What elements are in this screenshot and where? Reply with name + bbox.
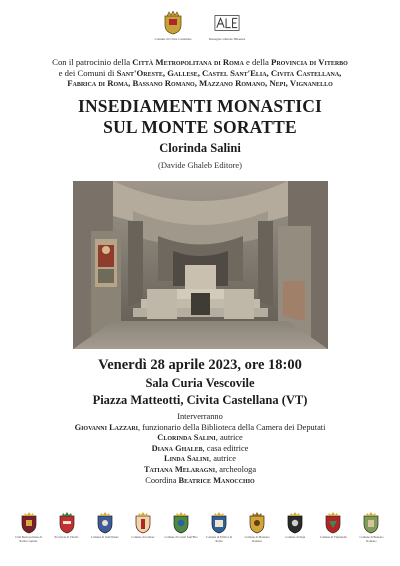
halaesus-logo-icon: [214, 10, 240, 36]
speaker-line: [0, 444, 400, 455]
title-line1: INSEDIAMENTI MONASTICI: [77, 96, 323, 116]
crest-icon: [56, 512, 78, 534]
patron-towns-line1: Sant'Oreste, Gallese, Castel Sant'Elia, Civita Castellana,: [116, 67, 342, 78]
logo-caption: Rassegna culturale Halaesus: [208, 37, 246, 41]
logo-caption: Comune di Fabrica di Roma: [206, 535, 233, 543]
patron-province: Provincia di Viterbo: [271, 57, 348, 67]
speaker-line: [0, 454, 400, 465]
patron-logo: [12, 512, 45, 543]
speaker-role: , casa editrice: [202, 443, 249, 453]
patron-towns-line2: Fabrica di Roma, Bassano Romano, Mazzano Romano, Nepi, Vignanello: [67, 78, 333, 89]
crest-icon: [132, 512, 154, 534]
halaesus-logo: [207, 10, 247, 42]
top-logos: [0, 10, 400, 42]
title-line2: SUL MONTE SORATTE: [103, 117, 297, 137]
patron-logo: [88, 512, 121, 543]
speaker-role: , archeologa: [215, 464, 257, 474]
logo-caption: Comune di Civita Castellana: [154, 37, 192, 41]
author-name: Clorinda Salini: [159, 141, 241, 155]
patron-logo: [126, 512, 159, 543]
event-place: Piazza Matteotti, Civita Castellana (VT): [92, 393, 308, 407]
speaker-role: , autrice: [215, 433, 243, 443]
logo-caption: Comune di Vignanello: [319, 535, 347, 539]
event-date: Venerdì 28 aprile 2023, ore 18:00: [98, 357, 302, 373]
patron-logo: [164, 512, 197, 543]
patron-logo: [50, 512, 83, 543]
patron-logo: [241, 512, 274, 543]
crest-icon: [208, 512, 230, 534]
speakers-intro: Interverranno: [177, 412, 223, 421]
patron-logo: [317, 512, 350, 543]
patron-logo: [279, 512, 312, 543]
monastery-interior-photo: [73, 181, 328, 349]
crest-icon: [94, 512, 116, 534]
coordinator-line: [0, 476, 400, 487]
speaker-name: Linda Salini: [164, 454, 210, 464]
patronage-intro: Con il patrocinio della: [52, 57, 131, 67]
crest-icon: [246, 512, 268, 534]
patron-city: Città Metropolitana di Roma: [132, 57, 244, 67]
logo-caption: Comune di Nepi: [285, 535, 306, 539]
speaker-name: Tatiana Melaragni: [143, 464, 216, 474]
speaker-name: Clorinda Salini: [157, 433, 216, 443]
crest-icon: [322, 512, 344, 534]
speaker-line: [0, 433, 400, 444]
logo-caption: Comune di Sant'Oreste: [90, 535, 119, 539]
speaker-name: Giovanni Lazzari: [74, 422, 138, 432]
patronage-towns-intro: e dei Comuni di: [58, 67, 115, 78]
crest-icon: [170, 512, 192, 534]
logo-caption: Comune di Bassano Romano: [359, 535, 384, 543]
speaker-role: , autrice: [209, 454, 236, 464]
publisher-name: (Davide Ghaleb Editore): [157, 160, 243, 170]
crest-icon: [18, 512, 40, 534]
bottom-logos: [12, 512, 388, 543]
patronage-text: [10, 57, 390, 89]
patron-logo: [203, 512, 236, 543]
speaker-line: [0, 423, 400, 434]
coordinator-name: Beatrice Manocchio: [178, 475, 255, 485]
crest-icon: [160, 10, 186, 36]
logo-caption: Provincia di Viterbo: [54, 535, 79, 539]
logo-caption: Comune di Mazzano Romano: [244, 535, 270, 543]
speaker-role: , funzionario della Biblioteca della Camera dei Deputati: [138, 422, 326, 432]
coordinator-label: Coordina: [145, 475, 179, 485]
logo-caption: Comune di Gallese: [131, 535, 155, 539]
speakers-block: [0, 412, 400, 486]
crest-icon: [360, 512, 382, 534]
patronage-conj: e della: [243, 57, 272, 67]
civita-castellana-logo: [153, 10, 193, 42]
speaker-name: Diana Ghaleb: [151, 443, 203, 453]
speaker-line: [0, 465, 400, 476]
crest-icon: [284, 512, 306, 534]
logo-caption: Città Metropolitana di Roma Capitale: [15, 535, 42, 543]
logo-caption: Comune di Castel Sant'Elia: [164, 535, 198, 539]
event-hall: Sala Curia Vescovile: [145, 376, 255, 390]
patron-logo: [355, 512, 388, 543]
